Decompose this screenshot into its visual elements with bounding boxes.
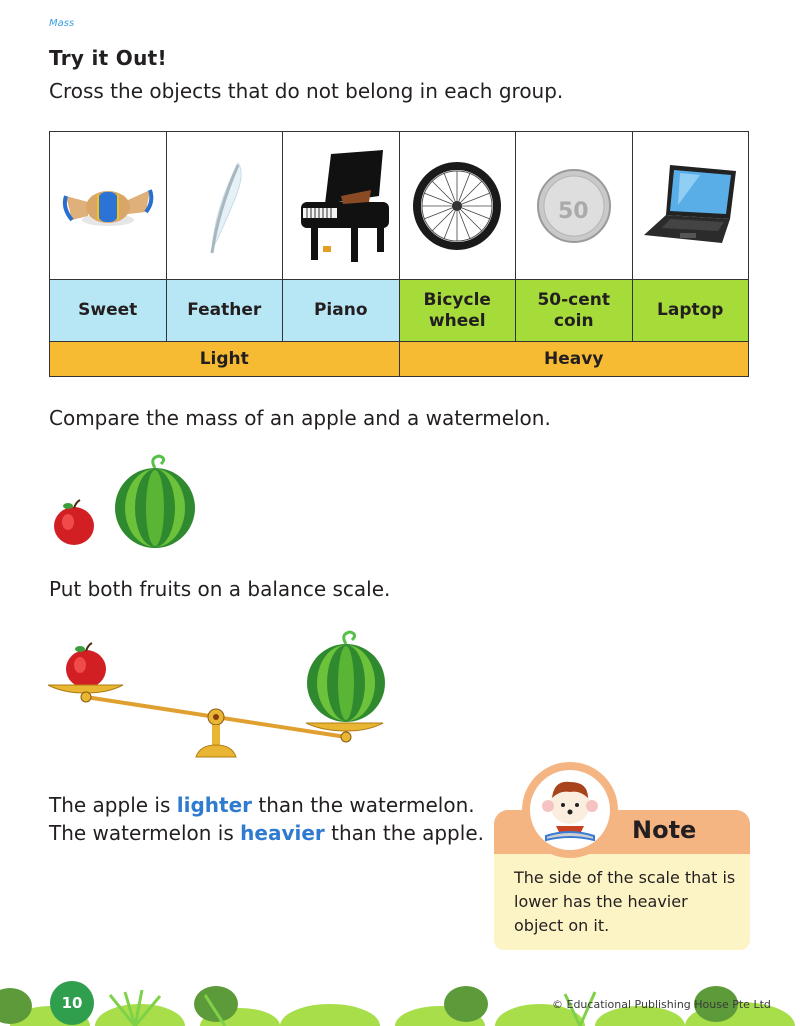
result-line-2: The watermelon is heavier than the apple. bbox=[49, 821, 484, 845]
label-feather: Feather bbox=[167, 280, 284, 342]
bicycle-wheel-icon bbox=[412, 161, 502, 251]
object-cell-feather[interactable] bbox=[167, 132, 284, 280]
label-laptop: Laptop bbox=[633, 280, 749, 342]
forest-border-decoration bbox=[0, 960, 800, 1026]
section-label: Mass bbox=[49, 18, 75, 29]
coin-icon bbox=[534, 166, 614, 246]
label-piano: Piano bbox=[283, 280, 400, 342]
label-50-cent-coin: 50-cent coin bbox=[516, 280, 633, 342]
object-cell-laptop[interactable] bbox=[633, 132, 749, 280]
candy-icon bbox=[58, 176, 158, 236]
group-heavy: Heavy bbox=[400, 342, 749, 376]
instruction-text: Cross the objects that do not belong in each group. bbox=[49, 79, 564, 103]
object-cell-bicycle-wheel[interactable] bbox=[400, 132, 517, 280]
fruit-comparison-illustration bbox=[52, 452, 202, 552]
label-sweet: Sweet bbox=[50, 280, 167, 342]
page-number: 10 bbox=[50, 981, 94, 1025]
laptop-icon bbox=[640, 161, 740, 251]
watermelon-icon bbox=[307, 632, 385, 722]
sorting-table bbox=[49, 131, 749, 377]
piano-icon bbox=[291, 146, 391, 266]
label-bicycle-wheel: Bicycle wheel bbox=[400, 280, 517, 342]
note-box bbox=[494, 760, 750, 952]
copyright-text: © Educational Publishing House Pte Ltd bbox=[552, 998, 771, 1011]
result-line-1: The apple is lighter than the watermelon. bbox=[49, 793, 475, 817]
object-cell-sweet[interactable] bbox=[50, 132, 167, 280]
object-cell-piano[interactable] bbox=[283, 132, 400, 280]
keyword-heavier: heavier bbox=[240, 821, 325, 845]
apple-icon bbox=[66, 643, 106, 688]
mascot-badge bbox=[522, 762, 618, 858]
object-cell-50-cent-coin[interactable] bbox=[516, 132, 633, 280]
svg-text:50: 50 bbox=[557, 198, 589, 224]
note-title: Note bbox=[632, 816, 697, 844]
apple-icon bbox=[54, 500, 94, 545]
note-text: The side of the scale that is lower has the heavier object on it. bbox=[514, 868, 736, 935]
label-row bbox=[50, 280, 748, 342]
keyword-lighter: lighter bbox=[176, 793, 253, 817]
monkey-mascot-icon bbox=[530, 770, 610, 850]
balance-text: Put both fruits on a balance scale. bbox=[49, 577, 391, 601]
balance-scale-illustration bbox=[48, 625, 393, 765]
compare-text: Compare the mass of an apple and a watermelon. bbox=[49, 406, 551, 430]
result-text bbox=[49, 791, 484, 847]
group-light: Light bbox=[50, 342, 400, 376]
group-row bbox=[50, 342, 748, 376]
image-row bbox=[50, 132, 748, 280]
feather-icon bbox=[194, 151, 254, 261]
footer bbox=[0, 960, 800, 1026]
watermelon-icon bbox=[115, 456, 195, 548]
page-heading: Try it Out! bbox=[49, 46, 167, 70]
